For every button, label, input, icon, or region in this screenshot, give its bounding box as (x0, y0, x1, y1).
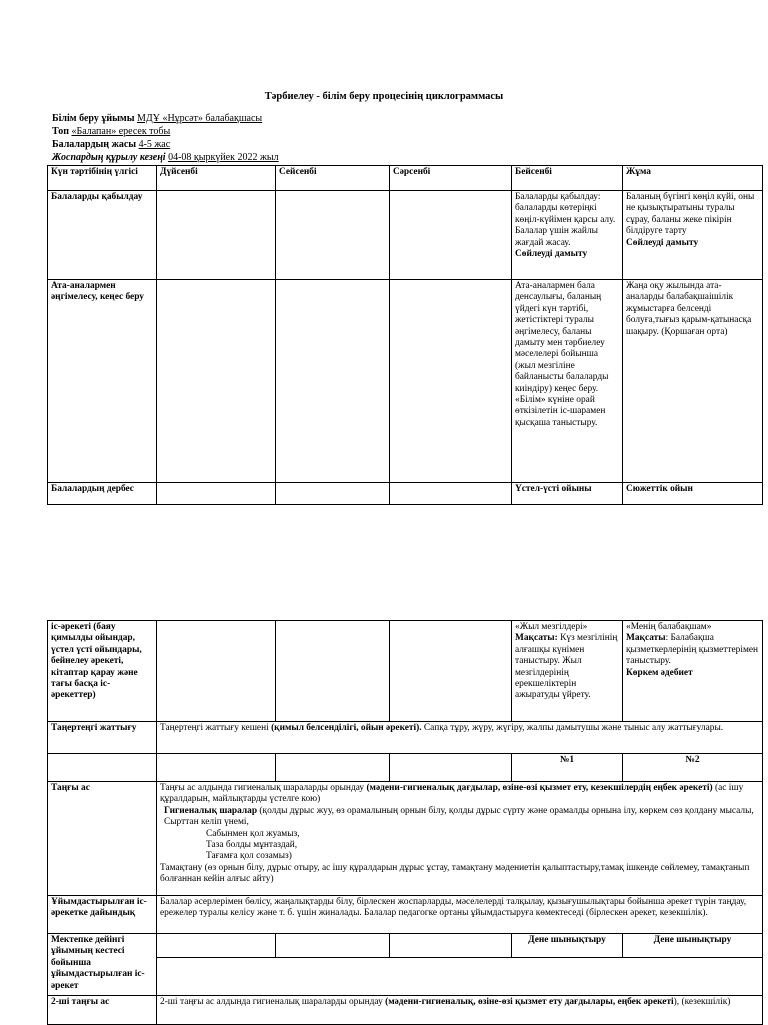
org-line (52, 113, 262, 125)
independent-cont-friday (623, 621, 763, 722)
independent-cont-label: іс-әрекеті (баяу қимылды ойындар, үстел үсті ойындары, бейнелеу әрекеті, кітаптар қарау және тағы басқа іс-әрекеттер) (48, 621, 157, 722)
reception-row (48, 191, 763, 280)
thursday-goal-label: Мақсаты: (515, 633, 558, 644)
reception-friday (623, 191, 763, 280)
period-line (52, 152, 279, 164)
second-breakfast-label: 2-ші таңғы ас (48, 996, 157, 1025)
parents-friday: Жаңа оқу жылында ата-аналарды балабақшаішілік жұмыстарға белсенді болуға,тығыз қарым-қатынасқа шақыру. (Қоршаған орта) (623, 280, 763, 483)
breakfast-text (157, 782, 763, 896)
parents-monday (157, 280, 276, 483)
breakfast-l1a: Таңғы ас алдында гигиеналық шараларды орындау (160, 783, 367, 793)
reception-monday (157, 191, 276, 280)
prep-row (48, 896, 763, 934)
independent-cont-wednesday (390, 621, 512, 722)
reception-thursday (512, 191, 623, 280)
second-text-c: ), (кезекшілік) (673, 997, 731, 1007)
independent-tuesday (276, 483, 390, 505)
header-monday: Дүйсенбі (157, 166, 276, 191)
parents-thursday: Ата-аналармен бала денсаулығы, баланың үйдегі күн тәртібі, жетістіктері туралы әңгімелесу, баланы дамыту мен тәрбиелеу мәселелері бойынша (жыл мезгіліне байланысты балаларды киіндіру) кеңес беру. «Білім» күніне орай өткізілетін іс-шарамен қысқаша таныстыру. (512, 280, 623, 483)
header-thursday: Бейсенбі (512, 166, 623, 191)
poem-line-3: Тағамға қол созамыз) (206, 851, 292, 862)
independent-cont-monday (157, 621, 276, 722)
parents-row (48, 280, 763, 483)
school-row-2-content (157, 958, 763, 996)
second-breakfast-text (157, 996, 763, 1025)
school-thursday: Дене шынықтыру (512, 934, 623, 958)
school-tuesday (276, 934, 390, 958)
parents-wednesday (390, 280, 512, 483)
header-row (48, 166, 763, 191)
reception-tuesday (276, 191, 390, 280)
exercise-row (48, 722, 763, 754)
reception-wednesday (390, 191, 512, 280)
breakfast-row (48, 782, 763, 896)
reception-thursday-text: Балаларды қабылдау: балаларды көтеріңкі көңіл-күйімен қарсы алу. Балалар үшін жайлы жағдай жасау. (515, 192, 616, 248)
independent-wednesday (390, 483, 512, 505)
header-routine: Күн тәртібінің үлгісі (48, 166, 157, 191)
prep-label: Ұйымдастырылған іс-әрекетке дайындық (48, 896, 157, 934)
group-line (52, 126, 170, 138)
period-value: 04-08 қыркүйек 2022 жыл (168, 152, 279, 163)
second-text-a: 2-ші таңғы ас алдында гигиеналық шараларды орындау (160, 997, 386, 1007)
exercise-complex-row (48, 754, 763, 782)
exercise-complex-wednesday (390, 754, 512, 782)
school-friday: Дене шынықтыру (623, 934, 763, 958)
poem-line-2: Таза болды мұнтаздай, (206, 840, 298, 851)
thursday-activity-title: «Жыл мезгілдері» (515, 622, 588, 632)
schedule-table-1 (47, 165, 763, 505)
reception-thursday-tag: Сөйлеуді дамыту (515, 249, 588, 260)
exercise-complex-tuesday (276, 754, 390, 782)
schedule-table-2 (47, 620, 763, 1025)
second-text-b: (мәдени-гигиеналық, өзіне-өзі қызмет ету дағдылары, еңбек әрекеті (385, 997, 674, 1007)
exercise-complex-monday (157, 754, 276, 782)
parents-label: Ата-аналармен әңгімелесу, кеңес беру (48, 280, 157, 483)
friday-activity-title: «Менің балабақшам» (626, 622, 712, 632)
header-friday: Жұма (623, 166, 763, 191)
breakfast-label: Таңғы ас (48, 782, 157, 896)
age-label: Балалардың жасы (52, 139, 137, 150)
independent-thursday: Үстел-үсті ойыны (512, 483, 623, 505)
independent-cont-thursday (512, 621, 623, 722)
header-wednesday: Сәрсенбі (390, 166, 512, 191)
complex-number-2: №2 (623, 754, 763, 782)
parents-tuesday (276, 280, 390, 483)
school-label: Мектепке дейінгі ұйымның кестесі бойынша ұйымдастырылған іс-әрекет (48, 934, 157, 996)
school-row (48, 934, 763, 958)
breakfast-l2b: (қолды дұрыс жуу, өз орамалының орнын білу, қолды дұрыс сүрту және орамалды орнына ілу, көркем сөз қолдану мысалы, Сырттан келіп үнемі, (164, 805, 754, 828)
age-line (52, 139, 170, 151)
breakfast-l1c: (ас ішу құралдарын, майлықтарды үстелге кою) (160, 783, 744, 805)
reception-friday-tag: Сөйлеуді дамыту (626, 237, 699, 248)
poem-line-1: Сабынмен қол жуамыз, (206, 828, 300, 839)
period-label: Жоспардың құрылу кезеңі (52, 152, 166, 163)
breakfast-l3: Тамақтану (өз орнын білу, дұрыс отыру, ас ішу құралдарын дұрыс ұстау, тамақтану мәдениетін қалыптастыру,тамақ ішкенде сөйлемеу, тамақтанып болғаннан кейін алғыс айту) (160, 862, 750, 885)
reception-friday-text: Баланың бүгінгі көңіл күйі, оны не қызықтыратыны туралы сұрау, баланы жеке пікірін білдіруге тарту (626, 192, 755, 237)
exercise-label: Таңертеңгі жаттығу (48, 722, 157, 754)
school-wednesday (390, 934, 512, 958)
group-value: «Балапан» ересек тобы (71, 126, 171, 137)
independent-cont-row (48, 621, 763, 722)
friday-activity-tag: Көркем әдебиет (626, 667, 693, 678)
school-monday (157, 934, 276, 958)
exercise-text-c: Сапқа тұру, жүру, жүгіру, жалпы дамытушы және тыныс алу жаттығулары. (421, 723, 724, 733)
reception-label: Балаларды қабылдау (48, 191, 157, 280)
document-title: Тәрбиелеу - білім беру процесінің циклограммасы (264, 91, 504, 102)
independent-cont-tuesday (276, 621, 390, 722)
exercise-text-a: Таңертеңгі жаттығу кешені (160, 723, 272, 733)
age-value: 4-5 жас (138, 139, 171, 150)
org-label: Білім беру ұйымы (52, 113, 135, 124)
independent-monday (157, 483, 276, 505)
complex-number-1: №1 (512, 754, 623, 782)
breakfast-l2a: Гигиеналық шаралар (164, 805, 258, 816)
org-value: МДҰ «Нұрсәт» балабақшасы (137, 113, 263, 124)
exercise-complex-blank (48, 754, 157, 782)
prep-text: Балалар әсерлерімен бөлісу, жаңалықтарды білу, бірлескен жоспарларды, мәселелерді талқылау, қызығушылықтары бойынша әрекет түрін таңдау, ережелер туралы келісу және т. б. үшін жиналады. Балалар педагогке ортаны ұйымдастыруға көмектеседі (бірлескен әрекет, кезекшілік). (157, 896, 763, 934)
breakfast-l1b: (мәдени-гигиеналық дағдылар, өзіне-өзі қызмет ету, кезекшілердің еңбек әрекеті) (366, 783, 713, 793)
header-tuesday: Сейсенбі (276, 166, 390, 191)
thursday-goal-text: Күз мезгілінің алғашқы күнімен таныстыру. Жыл мезгілдерінің ерекшеліктерін ажыратуды үйрету. (515, 633, 618, 701)
exercise-text-b: (қимыл белсенділігі, ойын әрекеті). (271, 723, 422, 733)
independent-label: Балалардың дербес (48, 483, 157, 505)
friday-goal-text: : Балабақша қызметкерлерінің қызметтерімен таныстыру. (626, 633, 759, 667)
friday-goal-label: Мақсаты (626, 633, 666, 644)
independent-row (48, 483, 763, 505)
exercise-text (157, 722, 763, 754)
second-breakfast-row (48, 996, 763, 1025)
independent-friday: Сюжеттік ойын (623, 483, 763, 505)
group-label: Топ (52, 126, 69, 137)
